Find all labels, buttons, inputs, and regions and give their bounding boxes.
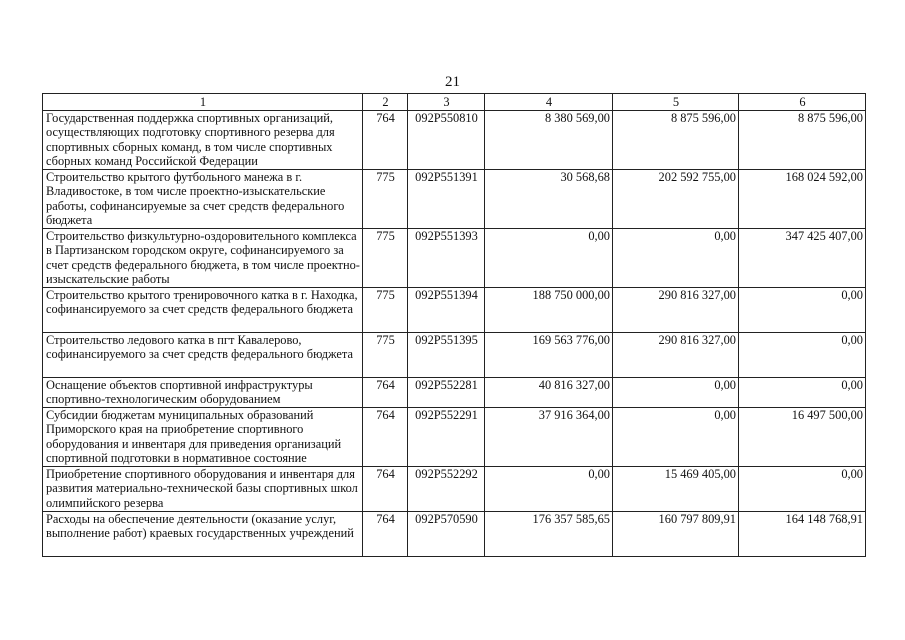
row-csr: 092P551391 [408,170,485,229]
row-name: Государственная поддержка спортивных организаций, осуществляющих подготовку спортивного резерва для спортивных сборных команд, в том числе спортивных сборных команд Российской Федерации [43,111,363,170]
row-csr: 092P570590 [408,512,485,557]
row-value-col4: 8 380 569,00 [485,111,613,170]
row-value-col6: 16 497 500,00 [739,408,866,467]
column-header: 6 [739,94,866,111]
row-grbs: 764 [363,512,408,557]
row-csr: 092P552291 [408,408,485,467]
table-row [43,288,866,333]
table-row [43,467,866,512]
row-value-col5: 15 469 405,00 [613,467,739,512]
row-value-col5: 202 592 755,00 [613,170,739,229]
row-value-col4: 40 816 327,00 [485,378,613,408]
row-value-col6: 0,00 [739,333,866,378]
table-row [43,170,866,229]
row-value-col5: 160 797 809,91 [613,512,739,557]
row-value-col4: 169 563 776,00 [485,333,613,378]
row-value-col4: 176 357 585,65 [485,512,613,557]
row-grbs: 775 [363,229,408,288]
row-csr: 092P552281 [408,378,485,408]
row-name: Строительство крытого тренировочного катка в г. Находка, софинансируемого за счет средств федерального бюджета [43,288,363,333]
table-row [43,512,866,557]
row-csr: 092P551393 [408,229,485,288]
row-name: Оснащение объектов спортивной инфраструктуры спортивно-технологическим оборудованием [43,378,363,408]
row-value-col5: 0,00 [613,408,739,467]
column-header: 1 [43,94,363,111]
row-value-col5: 8 875 596,00 [613,111,739,170]
column-header: 5 [613,94,739,111]
row-grbs: 775 [363,170,408,229]
row-value-col5: 290 816 327,00 [613,288,739,333]
table-row [43,333,866,378]
row-value-col5: 0,00 [613,378,739,408]
table-header-row [43,94,866,111]
row-value-col5: 0,00 [613,229,739,288]
row-name: Субсидии бюджетам муниципальных образований Приморского края на приобретение спортивного оборудования и инвентаря для приведения организаций спортивной подготовки в нормативное состояние [43,408,363,467]
row-csr: 092P551394 [408,288,485,333]
column-header: 3 [408,94,485,111]
row-grbs: 775 [363,333,408,378]
row-value-col4: 0,00 [485,229,613,288]
row-grbs: 775 [363,288,408,333]
row-value-col4: 37 916 364,00 [485,408,613,467]
row-name: Строительство ледового катка в пгт Кавалерово, софинансируемого за счет средств федерального бюджета [43,333,363,378]
row-csr: 092P550810 [408,111,485,170]
row-csr: 092P552292 [408,467,485,512]
row-name: Приобретение спортивного оборудования и инвентаря для развития материально-технической базы спортивных школ олимпийского резерва [43,467,363,512]
table-row [43,111,866,170]
row-value-col4: 30 568,68 [485,170,613,229]
row-csr: 092P551395 [408,333,485,378]
row-value-col4: 188 750 000,00 [485,288,613,333]
row-grbs: 764 [363,378,408,408]
table-row [43,378,866,408]
row-value-col6: 168 024 592,00 [739,170,866,229]
row-value-col5: 290 816 327,00 [613,333,739,378]
row-name: Строительство физкультурно-оздоровительного комплекса в Партизанском городском округе, софинансируемого за счет средств федерального бюджета, в том числе проектно-изыскательские работы [43,229,363,288]
page-number: 21 [445,74,460,90]
row-value-col6: 164 148 768,91 [739,512,866,557]
row-value-col4: 0,00 [485,467,613,512]
column-header: 2 [363,94,408,111]
row-grbs: 764 [363,111,408,170]
row-value-col6: 0,00 [739,288,866,333]
table-row [43,408,866,467]
table-row [43,229,866,288]
row-name: Расходы на обеспечение деятельности (оказание услуг, выполнение работ) краевых государственных учреждений [43,512,363,557]
budget-table [42,93,866,557]
column-header: 4 [485,94,613,111]
row-value-col6: 0,00 [739,467,866,512]
row-value-col6: 347 425 407,00 [739,229,866,288]
row-value-col6: 0,00 [739,378,866,408]
row-value-col6: 8 875 596,00 [739,111,866,170]
row-grbs: 764 [363,467,408,512]
row-name: Строительство крытого футбольного манежа в г. Владивостоке, в том числе проектно-изыскательские работы, софинансируемые за счет средств федерального бюджета [43,170,363,229]
row-grbs: 764 [363,408,408,467]
